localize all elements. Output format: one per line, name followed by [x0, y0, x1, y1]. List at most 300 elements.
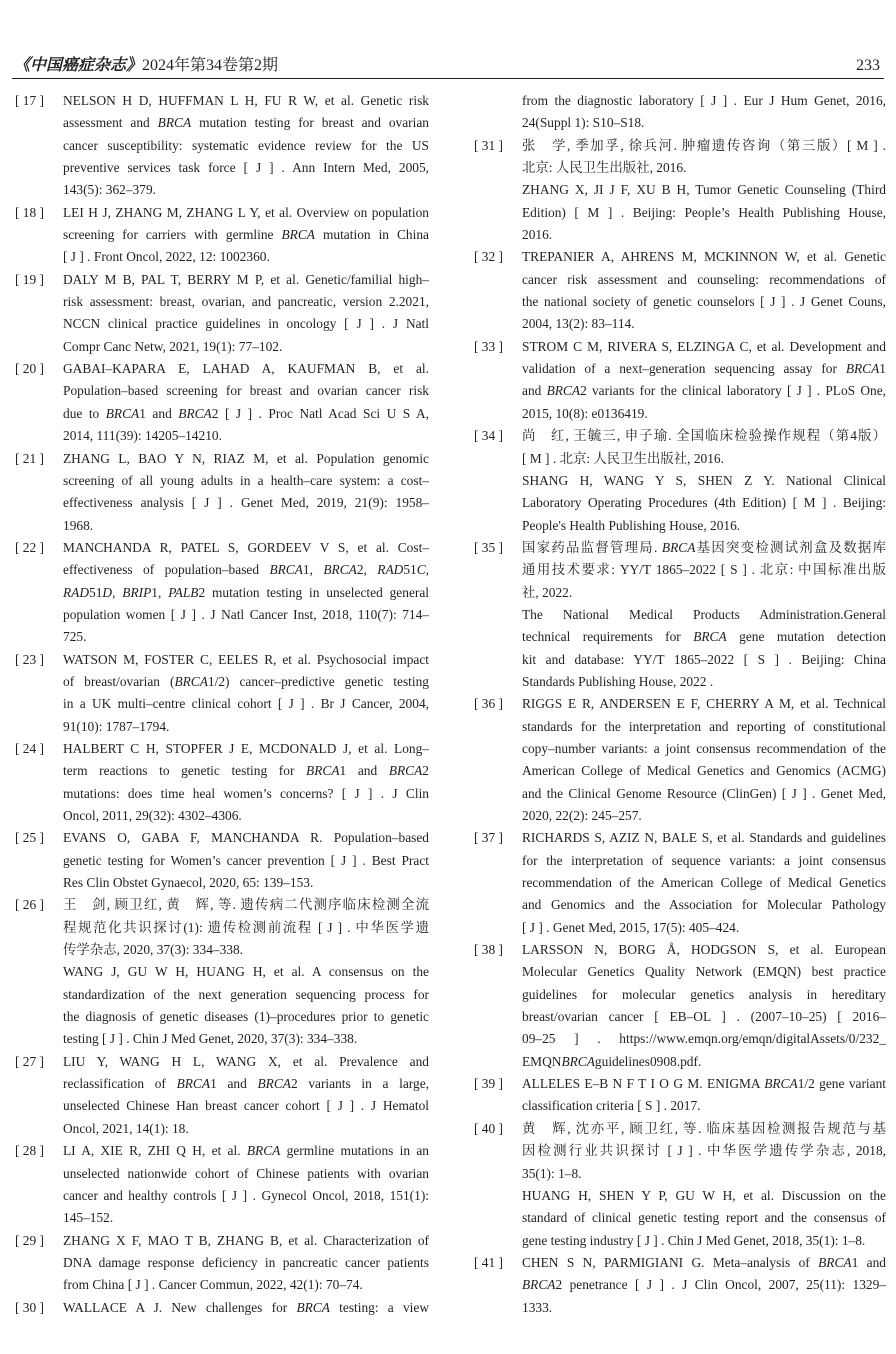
- reference-line: [522, 448, 886, 470]
- reference-text: LIU Y, WANG H L, WANG X, et al. Prevalence and: [63, 1053, 429, 1069]
- reference-text: due to: [63, 405, 106, 421]
- reference-entry: [15, 1230, 429, 1297]
- reference-number: [ 30 ]: [15, 1299, 45, 1315]
- reference-text: and: [522, 383, 547, 399]
- italic-term: BRCA: [818, 1254, 852, 1270]
- reference-line: [522, 202, 886, 224]
- reference-line: [63, 202, 429, 224]
- reference-line: [522, 1028, 886, 1050]
- reference-line: [522, 716, 886, 738]
- reference-text: copy–number variants: a joint consensus recommendation of the: [522, 740, 886, 756]
- reference-entry: [474, 939, 886, 1073]
- reference-number: [ 17 ]: [15, 93, 45, 108]
- italic-term: BRCA: [546, 383, 581, 399]
- italic-term: RAD: [377, 562, 404, 578]
- reference-text: kit and database: YY/T 1865–2022 [ S ] . Beijing: China: [522, 651, 886, 667]
- reference-text: preventive services task force [ J ] . Ann Intern Med, 2005,: [63, 160, 429, 176]
- reference-line: [63, 805, 429, 827]
- reference-line: [63, 939, 429, 961]
- reference-line: [522, 872, 886, 894]
- reference-line: [63, 827, 429, 849]
- reference-line: [522, 604, 886, 626]
- reference-text: ZHANG X, JI J F, XU B H, Tumor Genetic Counseling (Third: [522, 182, 886, 198]
- reference-line: [63, 492, 429, 514]
- reference-number: [ 22 ]: [15, 539, 45, 555]
- reference-text: validation of a next–generation sequencing assay for: [522, 361, 846, 377]
- reference-line: [63, 470, 429, 492]
- reference-entry: [474, 135, 886, 247]
- reference-number: [ 38 ]: [474, 942, 504, 958]
- reference-line: [63, 1274, 429, 1296]
- reference-text: 2020, 22(2): 245–257.: [522, 808, 642, 823]
- reference-line: [63, 224, 429, 246]
- reference-line: [522, 380, 886, 402]
- reference-text: mutation testing for breast and ovarian: [191, 115, 429, 131]
- italic-term: BRCA: [661, 539, 696, 555]
- reference-line: [522, 291, 886, 313]
- reference-line: [522, 760, 886, 782]
- reference-line: [522, 671, 886, 693]
- reference-entry: [474, 693, 886, 827]
- reference-line: [63, 917, 429, 939]
- reference-line: [63, 693, 429, 715]
- reference-text: 北京: 人民卫生出版社, 2016.: [522, 160, 687, 176]
- reference-line: [522, 1006, 886, 1028]
- reference-text: EVANS O, GABA F, MANCHANDA R. Population–based: [63, 830, 429, 846]
- reference-line: [522, 738, 886, 760]
- reference-line: [522, 224, 886, 246]
- reference-text: 王 剑, 顾卫红, 黄 辉, 等. 遗传病二代测序临床检测全流: [63, 897, 429, 913]
- reference-line: [522, 582, 886, 604]
- reference-number: [ 28 ]: [15, 1143, 45, 1159]
- reference-text: Compr Canc Netw, 2021, 19(1): 77–102.: [63, 338, 283, 354]
- reference-text: the diagnosis of genetic diseases (1)–procedures prior to genetic: [63, 1009, 429, 1025]
- reference-body: [63, 1140, 429, 1229]
- reference-text: standards for the interpretation and reporting of constitutional: [522, 718, 886, 734]
- reference-text: Oncol, 2021, 14(1): 18.: [63, 1120, 189, 1136]
- running-header: [14, 55, 278, 77]
- reference-text: the national society of genetic counselors [ J ] . J Genet Couns,: [522, 294, 886, 310]
- reference-body: [522, 135, 886, 247]
- reference-text: 1 and: [339, 763, 389, 779]
- reference-text: 2004, 13(2): 83–114.: [522, 316, 635, 332]
- reference-line: [63, 179, 429, 201]
- reference-text: 程规范化共识探讨(1): 遗传检测前流程 [ J ] . 中华医学遗: [63, 919, 429, 935]
- reference-entry: [15, 448, 429, 537]
- reference-text: 因检测行业共识探讨 [ J ] . 中华医学遗传学杂志, 2018,: [522, 1143, 886, 1159]
- reference-line: [63, 559, 429, 581]
- reference-text: [ M ] . 北京: 人民卫生出版社, 2016.: [522, 450, 724, 466]
- reference-line: [522, 515, 886, 537]
- reference-text: HALBERT C H, STOPFER J E, MCDONALD J, et al. Long–: [63, 740, 429, 756]
- reference-line: [522, 1051, 886, 1073]
- reference-entry: [15, 537, 429, 649]
- reference-text: guidelines0908.pdf.: [594, 1053, 702, 1069]
- italic-term: BRCA: [764, 1076, 798, 1092]
- reference-line: [63, 984, 429, 1006]
- italic-term: BRCA: [388, 763, 423, 779]
- reference-line: [63, 649, 429, 671]
- reference-text: WALLACE A J. New challenges for: [63, 1299, 297, 1315]
- reference-number: [ 29 ]: [15, 1232, 45, 1248]
- reference-text: assessment and: [63, 115, 158, 131]
- reference-entry: [15, 1051, 429, 1140]
- reference-line: [522, 649, 886, 671]
- reference-text: ,: [425, 562, 429, 578]
- reference-text: 黄 辉, 沈亦平, 顾卫红, 等. 临床基因检测报告规范与基: [522, 1120, 886, 1136]
- reference-text: 1,: [151, 584, 169, 600]
- reference-text: 91(10): 1787–1794.: [63, 718, 170, 734]
- reference-text: 1 and: [210, 1076, 258, 1092]
- reference-line: [522, 850, 886, 872]
- reference-body: [63, 1230, 429, 1297]
- reference-text: 2014, 111(39): 14205–14210.: [63, 428, 222, 444]
- reference-line: [522, 112, 886, 134]
- reference-body: [522, 336, 886, 425]
- reference-line: [63, 1118, 429, 1140]
- italic-term: BRCA: [323, 562, 357, 578]
- reference-text: Edition) [ M ] . Beijing: People’s Health Publishing House,: [522, 204, 886, 220]
- reference-body: [522, 1118, 886, 1252]
- reference-text: 1/2) cancer–predictive genetic testing: [207, 673, 429, 689]
- reference-line: [63, 850, 429, 872]
- reference-line: [63, 112, 429, 134]
- italic-term: BRCA: [522, 1277, 556, 1293]
- reference-text: 2 variants for the clinical laboratory [ J ] . PLoS One,: [580, 383, 887, 399]
- italic-term: BRCA: [306, 763, 340, 779]
- reference-line: [63, 783, 429, 805]
- reference-text: Population–based screening for breast and ovarian cancer risk: [63, 383, 429, 399]
- reference-line: [522, 1185, 886, 1207]
- reference-line: [63, 135, 429, 157]
- reference-text: screening for carriers with germline: [63, 227, 282, 243]
- reference-text: 1 and: [851, 1254, 886, 1270]
- italic-term: PALB: [168, 584, 199, 600]
- reference-text: [ J ] . Front Oncol, 2022, 12: 1002360.: [63, 249, 270, 265]
- reference-entry: [15, 90, 429, 202]
- reference-line: [63, 1028, 429, 1050]
- reference-entry: [474, 425, 886, 537]
- reference-text: 2 penetrance [ J ] . J Clin Oncol, 2007, 25(11): 1329–: [555, 1277, 886, 1293]
- reference-line: [63, 90, 429, 112]
- reference-text: mutations: does time heal women’s concerns? [ J ] . J Clin: [63, 785, 429, 801]
- reference-number: [ 19 ]: [15, 271, 45, 287]
- reference-text: gene mutation detection: [726, 629, 886, 645]
- reference-text: 1968.: [63, 517, 94, 533]
- reference-text: 通用技术要求: YY/T 1865–2022 [ S ] . 北京: 中国标准出版: [522, 562, 886, 578]
- reference-line: [63, 1252, 429, 1274]
- reference-entry: [474, 1252, 886, 1319]
- reference-text: and the Clinical Genome Resource (ClinGen) [ J ] . Genet Med,: [522, 785, 886, 801]
- reference-text: 尚 红, 王毓三, 申子瑜. 全国临床检验操作规程（第4版）: [522, 428, 886, 444]
- reference-line: [522, 403, 886, 425]
- reference-text: cancer risk assessment and counseling: recommendations of: [522, 271, 886, 287]
- reference-text: genetic testing for Women’s cancer prevention [ J ] . Best Pract: [63, 852, 429, 868]
- reference-text: STROM C M, RIVERA S, ELZINGA C, et al. Development and: [522, 338, 886, 354]
- reference-line: [522, 1163, 886, 1185]
- reference-text: technical requirements for: [522, 629, 694, 645]
- reference-text: term reactions to genetic testing for: [63, 763, 307, 779]
- reference-number: [ 26 ]: [15, 897, 45, 913]
- reference-text: breast/ovarian cancer [ EB–OL ] . (2007–10–25) [ 2016–: [522, 1009, 886, 1025]
- reference-text: 2,: [356, 562, 378, 578]
- reference-body: [63, 894, 429, 1050]
- reference-number: [ 40 ]: [474, 1120, 504, 1136]
- reference-line: [522, 961, 886, 983]
- right-column: [474, 90, 886, 1319]
- reference-body: [63, 649, 429, 738]
- reference-text: DNA damage response deficiency in pancreatic cancer patients: [63, 1254, 429, 1270]
- italic-term: BRCA: [269, 562, 303, 578]
- reference-text: 传学杂志, 2020, 37(3): 334–338.: [63, 942, 244, 958]
- reference-line: [522, 313, 886, 335]
- reference-text: The National Medical Products Administration.General: [522, 606, 886, 622]
- reference-body: [522, 1252, 886, 1319]
- reference-text: germline mutations in an: [280, 1143, 429, 1159]
- reference-text: 1,: [302, 562, 324, 578]
- reference-text: cancer susceptibility: systematic evidence review for the US: [63, 137, 429, 153]
- reference-text: 51: [403, 562, 417, 578]
- reference-line: [522, 90, 886, 112]
- reference-text: WATSON M, FOSTER C, EELES R, et al. Psychosocial impact: [63, 651, 429, 667]
- italic-term: BRCA: [174, 673, 208, 689]
- reference-line: [63, 1297, 429, 1319]
- reference-body: [63, 90, 429, 202]
- reference-line: [522, 1140, 886, 1162]
- reference-text: effectiveness of population–based: [63, 562, 270, 578]
- reference-body: [522, 90, 886, 135]
- italic-term: BRCA: [257, 1076, 291, 1092]
- reference-number: [ 33 ]: [474, 338, 504, 354]
- reference-body: [63, 358, 429, 447]
- reference-text: 1: [879, 361, 886, 377]
- journal-title: 《中国癌症杂志》: [14, 57, 143, 74]
- reference-line: [522, 939, 886, 961]
- reference-text: [ J ] . Genet Med, 2015, 17(5): 405–424.: [522, 919, 740, 935]
- reference-line: [522, 827, 886, 849]
- reference-line: [522, 358, 886, 380]
- reference-text: RIGGS E R, ANDERSEN E F, CHERRY A M, et al. Technical: [522, 696, 886, 712]
- reference-text: 基因突变检测试剂盒及数据库: [695, 539, 886, 555]
- reference-line: [522, 917, 886, 939]
- reference-line: [63, 269, 429, 291]
- reference-text: of breast/ovarian (: [63, 673, 175, 689]
- reference-line: [522, 1207, 886, 1229]
- reference-text: ALLELES E–B N F T I O G M. ENIGMA: [522, 1076, 765, 1092]
- header-divider: [12, 78, 884, 79]
- italic-term: BRCA: [157, 115, 192, 131]
- reference-line: [522, 269, 886, 291]
- reference-line: [63, 246, 429, 268]
- reference-number: [ 31 ]: [474, 137, 504, 153]
- reference-text: 145–152.: [63, 1210, 114, 1226]
- reference-entry: [15, 202, 429, 269]
- reference-line: [63, 1207, 429, 1229]
- reference-body: [522, 425, 886, 537]
- reference-line: [522, 336, 886, 358]
- reference-number: [ 27 ]: [15, 1053, 45, 1069]
- reference-text: 2: [422, 763, 429, 779]
- reference-text: DALY M B, PAL T, BERRY M P, et al. Genetic/familial high–: [63, 271, 429, 287]
- reference-body: [522, 1073, 886, 1118]
- reference-text: 725.: [63, 629, 87, 645]
- reference-text: Molecular Genetics Quality Network (EMQN) best practice: [522, 964, 886, 980]
- italic-term: BRIP: [122, 584, 152, 600]
- reference-text: 24(Suppl 1): S10–S18.: [522, 115, 645, 131]
- page-number: 233: [856, 57, 880, 74]
- reference-line: [63, 1051, 429, 1073]
- reference-body: [522, 939, 886, 1073]
- reference-line: [522, 1230, 886, 1252]
- reference-line: [63, 626, 429, 648]
- reference-text: GABAI–KAPARA E, LAHAD A, KAUFMAN B, et al.: [63, 361, 429, 377]
- italic-term: BRCA: [281, 227, 315, 243]
- reference-line: [63, 604, 429, 626]
- reference-line: [63, 537, 429, 559]
- reference-text: guidelines for molecular genetics analysis in hereditary: [522, 986, 886, 1002]
- reference-entry: [474, 1073, 886, 1118]
- reference-line: [63, 403, 429, 425]
- reference-number: [ 32 ]: [474, 249, 504, 265]
- reference-entry: [15, 269, 429, 358]
- reference-number: [ 21 ]: [15, 450, 45, 466]
- reference-number: [474, 90, 522, 112]
- reference-entry: [474, 90, 886, 135]
- reference-line: [63, 336, 429, 358]
- reference-number: [ 34 ]: [474, 428, 504, 444]
- reference-entry: [15, 827, 429, 894]
- reference-line: [63, 515, 429, 537]
- reference-line: [522, 135, 886, 157]
- reference-line: [522, 1297, 886, 1319]
- reference-entry: [474, 1118, 886, 1252]
- reference-line: [63, 716, 429, 738]
- reference-text: Laboratory Operating Procedures (4th Edition) [ M ] . Beijing:: [522, 495, 886, 511]
- reference-entry: [474, 336, 886, 425]
- reference-text: population women [ J ] . J Natl Cancer Inst, 2018, 110(7): 714–: [63, 606, 429, 622]
- reference-number: [ 25 ]: [15, 830, 45, 846]
- reference-body: [63, 448, 429, 537]
- reference-body: [522, 246, 886, 335]
- reference-entry: [474, 827, 886, 939]
- reference-text: NCCN clinical practice guidelines in oncology [ J ] . J Natl: [63, 316, 429, 332]
- reference-text: and Genomics and the Association for Molecular Pathology: [522, 897, 886, 913]
- reference-line: [63, 291, 429, 313]
- reference-line: [63, 671, 429, 693]
- reference-text: LEI H J, ZHANG M, ZHANG L Y, et al. Overview on population: [63, 204, 429, 220]
- reference-text: People's Health Publishing House, 2016.: [522, 517, 741, 533]
- italic-term: BRCA: [178, 405, 212, 421]
- reference-body: [63, 1051, 429, 1140]
- reference-text: for the interpretation of sequence variants: a joint consensus: [522, 852, 886, 868]
- reference-body: [522, 693, 886, 827]
- reference-entry: [15, 894, 429, 1050]
- reference-body: [63, 202, 429, 269]
- reference-text: 09–25 ] . https://www.emqn.org/emqn/digitalAssets/0/232_: [522, 1031, 886, 1047]
- reference-number: [ 37 ]: [474, 830, 504, 846]
- reference-line: [522, 425, 886, 447]
- reference-line: [522, 805, 886, 827]
- reference-line: [63, 1140, 429, 1162]
- italic-term: D: [102, 584, 113, 600]
- reference-number: [ 36 ]: [474, 696, 504, 712]
- reference-text: 2 variants in a large,: [290, 1076, 429, 1092]
- reference-text: CHEN S N, PARMIGIANI G. Meta–analysis of: [522, 1254, 819, 1270]
- reference-entry: [474, 246, 886, 335]
- reference-line: [63, 448, 429, 470]
- reference-line: [522, 693, 886, 715]
- reference-line: [522, 1118, 886, 1140]
- reference-line: [522, 246, 886, 268]
- reference-text: American College of Medical Genetics and Genomics (ACMG): [522, 763, 886, 779]
- italic-term: BRCA: [105, 405, 140, 421]
- reference-text: 社, 2022.: [522, 584, 573, 600]
- reference-text: testing [ J ] . Chin J Med Genet, 2020, 37(3): 334–338.: [63, 1031, 358, 1047]
- italic-term: BRCA: [176, 1076, 211, 1092]
- reference-line: [63, 1073, 429, 1095]
- reference-text: LARSSON N, BORG Å, HODGSON S, et al. European: [522, 942, 886, 958]
- reference-body: [63, 537, 429, 649]
- reference-line: [522, 179, 886, 201]
- reference-entry: [15, 1297, 429, 1319]
- reference-text: in a UK multi–centre clinical cohort [ J ] . Br J Cancer, 2004,: [63, 696, 429, 712]
- reference-text: Oncol, 2011, 29(32): 4302–4306.: [63, 808, 242, 823]
- reference-line: [63, 872, 429, 894]
- reference-number: [ 39 ]: [474, 1076, 504, 1092]
- reference-line: [522, 537, 886, 559]
- reference-number: [ 20 ]: [15, 361, 45, 377]
- reference-text: mutation in China: [314, 227, 429, 243]
- reference-line: [522, 492, 886, 514]
- reference-text: 1/2 gene variant: [797, 1076, 886, 1092]
- reference-text: TREPANIER A, AHRENS M, MCKINNON W, et al. Genetic: [522, 249, 886, 265]
- reference-text: 1 and: [139, 405, 179, 421]
- reference-line: [63, 961, 429, 983]
- reference-text: 51: [89, 584, 103, 600]
- reference-text: 2 [ J ] . Proc Natl Acad Sci U S A,: [211, 405, 429, 421]
- reference-text: RICHARDS S, AZIZ N, BALE S, et al. Standards and guidelines: [522, 830, 886, 846]
- reference-line: [63, 157, 429, 179]
- reference-text: 2015, 10(8): e0136419.: [522, 405, 648, 421]
- issue-info: 2024年第34卷第2期: [142, 57, 279, 74]
- reference-text: unselected Chinese Han breast cancer cohort [ J ] . J Hematol: [63, 1098, 429, 1114]
- reference-line: [63, 1006, 429, 1028]
- reference-number: [ 23 ]: [15, 651, 45, 667]
- reference-line: [522, 894, 886, 916]
- italic-term: BRCA: [693, 629, 727, 645]
- reference-text: LI A, XIE R, ZHI Q H, et al.: [63, 1143, 247, 1159]
- reference-text: gene testing industry [ J ] . Chin J Med Genet, 2018, 35(1): 1–8.: [522, 1232, 866, 1248]
- reference-line: [63, 1230, 429, 1252]
- reference-text: recommendation of the American College of Medical Genetics: [522, 875, 886, 891]
- reference-text: risk assessment: breast, ovarian, and pancreatic, version 2.2021,: [63, 294, 429, 310]
- reference-text: Res Clin Obstet Gynaecol, 2020, 65: 139–153.: [63, 875, 314, 891]
- reference-text: effectiveness analysis [ J ] . Genet Med, 2019, 21(9): 1958–: [63, 495, 429, 511]
- reference-text: 35(1): 1–8.: [522, 1165, 582, 1181]
- reference-text: reclassification of: [63, 1076, 177, 1092]
- reference-number: [ 18 ]: [15, 204, 45, 220]
- reference-text: MANCHANDA R, PATEL S, GORDEEV V S, et al. Cost–: [63, 539, 429, 555]
- reference-line: [522, 783, 886, 805]
- reference-line: [63, 313, 429, 335]
- reference-text: testing: a view: [329, 1299, 429, 1315]
- reference-text: 2016.: [522, 227, 553, 243]
- reference-text: ZHANG L, BAO Y N, RIAZ M, et al. Population genomic: [63, 450, 429, 466]
- reference-body: [63, 269, 429, 358]
- reference-body: [63, 738, 429, 827]
- reference-number: [ 35 ]: [474, 539, 504, 555]
- reference-text: screening of all young adults in a health–care system: a cost–: [63, 472, 429, 488]
